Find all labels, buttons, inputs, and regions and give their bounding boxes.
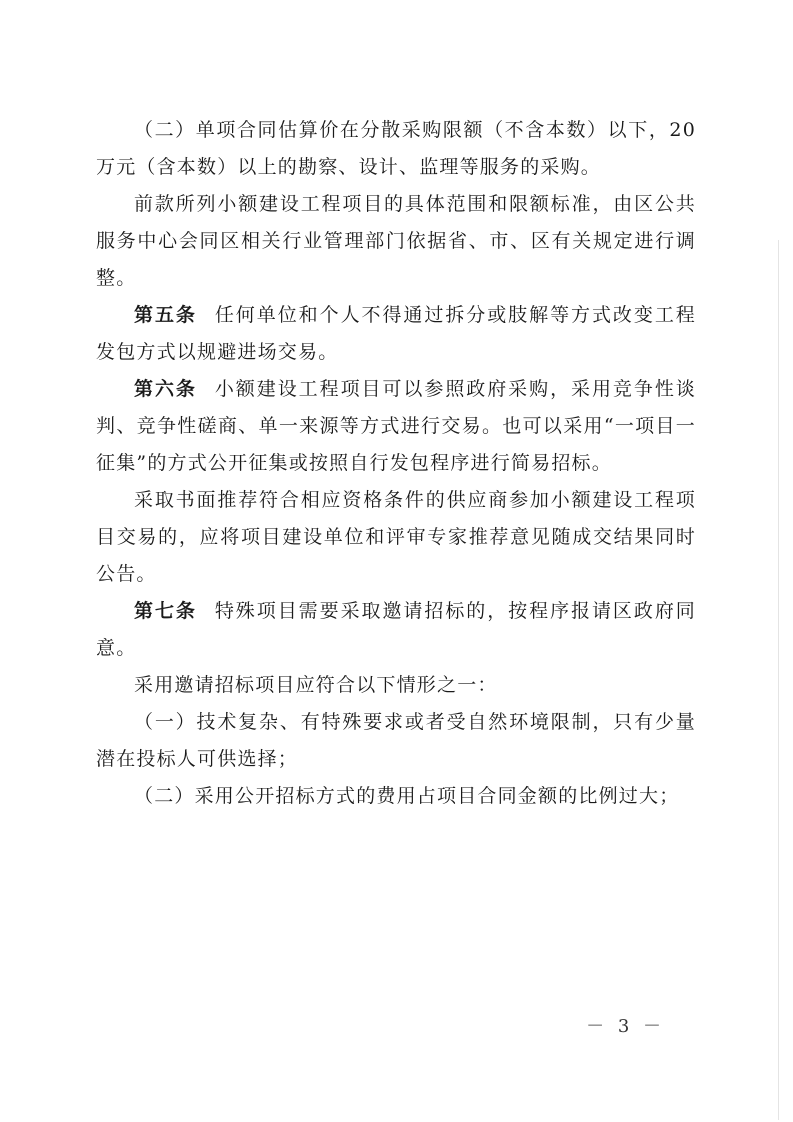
paragraph-9 xyxy=(96,778,696,815)
article-6-text: 小额建设工程项目可以参照政府采购，采用竞争性谈判、竞争性磋商、单一来源等方式进行交易。也可以采用“一项目一征集”的方式公开征集或按照自行发包程序进行简易招标。 xyxy=(96,378,696,474)
page-number: － 3 － xyxy=(586,1016,665,1037)
paragraph-2 xyxy=(96,186,696,297)
article-7-title: 第七条 xyxy=(134,600,197,622)
scan-edge-divider xyxy=(778,240,779,1120)
document-body xyxy=(96,112,696,815)
article-5-title: 第五条 xyxy=(134,304,197,326)
paragraph-5-text: 采取书面推荐符合相应资格条件的供应商参加小额建设工程项目交易的，应将项目建设单位和评审专家推荐意见随成交结果同时公告。 xyxy=(96,489,696,585)
paragraph-1-text: （二）单项合同估算价在分散采购限额（不含本数）以下，20万元（含本数）以上的勘察、设计、监理等服务的采购。 xyxy=(96,119,696,178)
paragraph-5 xyxy=(96,482,696,593)
article-7 xyxy=(96,593,696,667)
paragraph-7 xyxy=(96,667,696,704)
article-7-text: 特殊项目需要采取邀请招标的，按程序报请区政府同意。 xyxy=(96,600,696,659)
article-5-text: 任何单位和个人不得通过拆分或肢解等方式改变工程发包方式以规避进场交易。 xyxy=(96,304,696,363)
paragraph-9-text: （二）采用公开招标方式的费用占项目合同金额的比例过大； xyxy=(134,785,680,807)
article-5 xyxy=(96,297,696,371)
paragraph-7-text: 采用邀请招标项目应符合以下情形之一： xyxy=(134,674,498,696)
article-6 xyxy=(96,371,696,482)
paragraph-8 xyxy=(96,704,696,778)
paragraph-8-text: （一）技术复杂、有特殊要求或者受自然环境限制，只有少量潜在投标人可供选择； xyxy=(96,711,696,770)
paragraph-1 xyxy=(96,112,696,186)
article-6-title: 第六条 xyxy=(134,378,197,400)
paragraph-2-text: 前款所列小额建设工程项目的具体范围和限额标准，由区公共服务中心会同区相关行业管理部门依据省、市、区有关规定进行调整。 xyxy=(96,193,696,289)
